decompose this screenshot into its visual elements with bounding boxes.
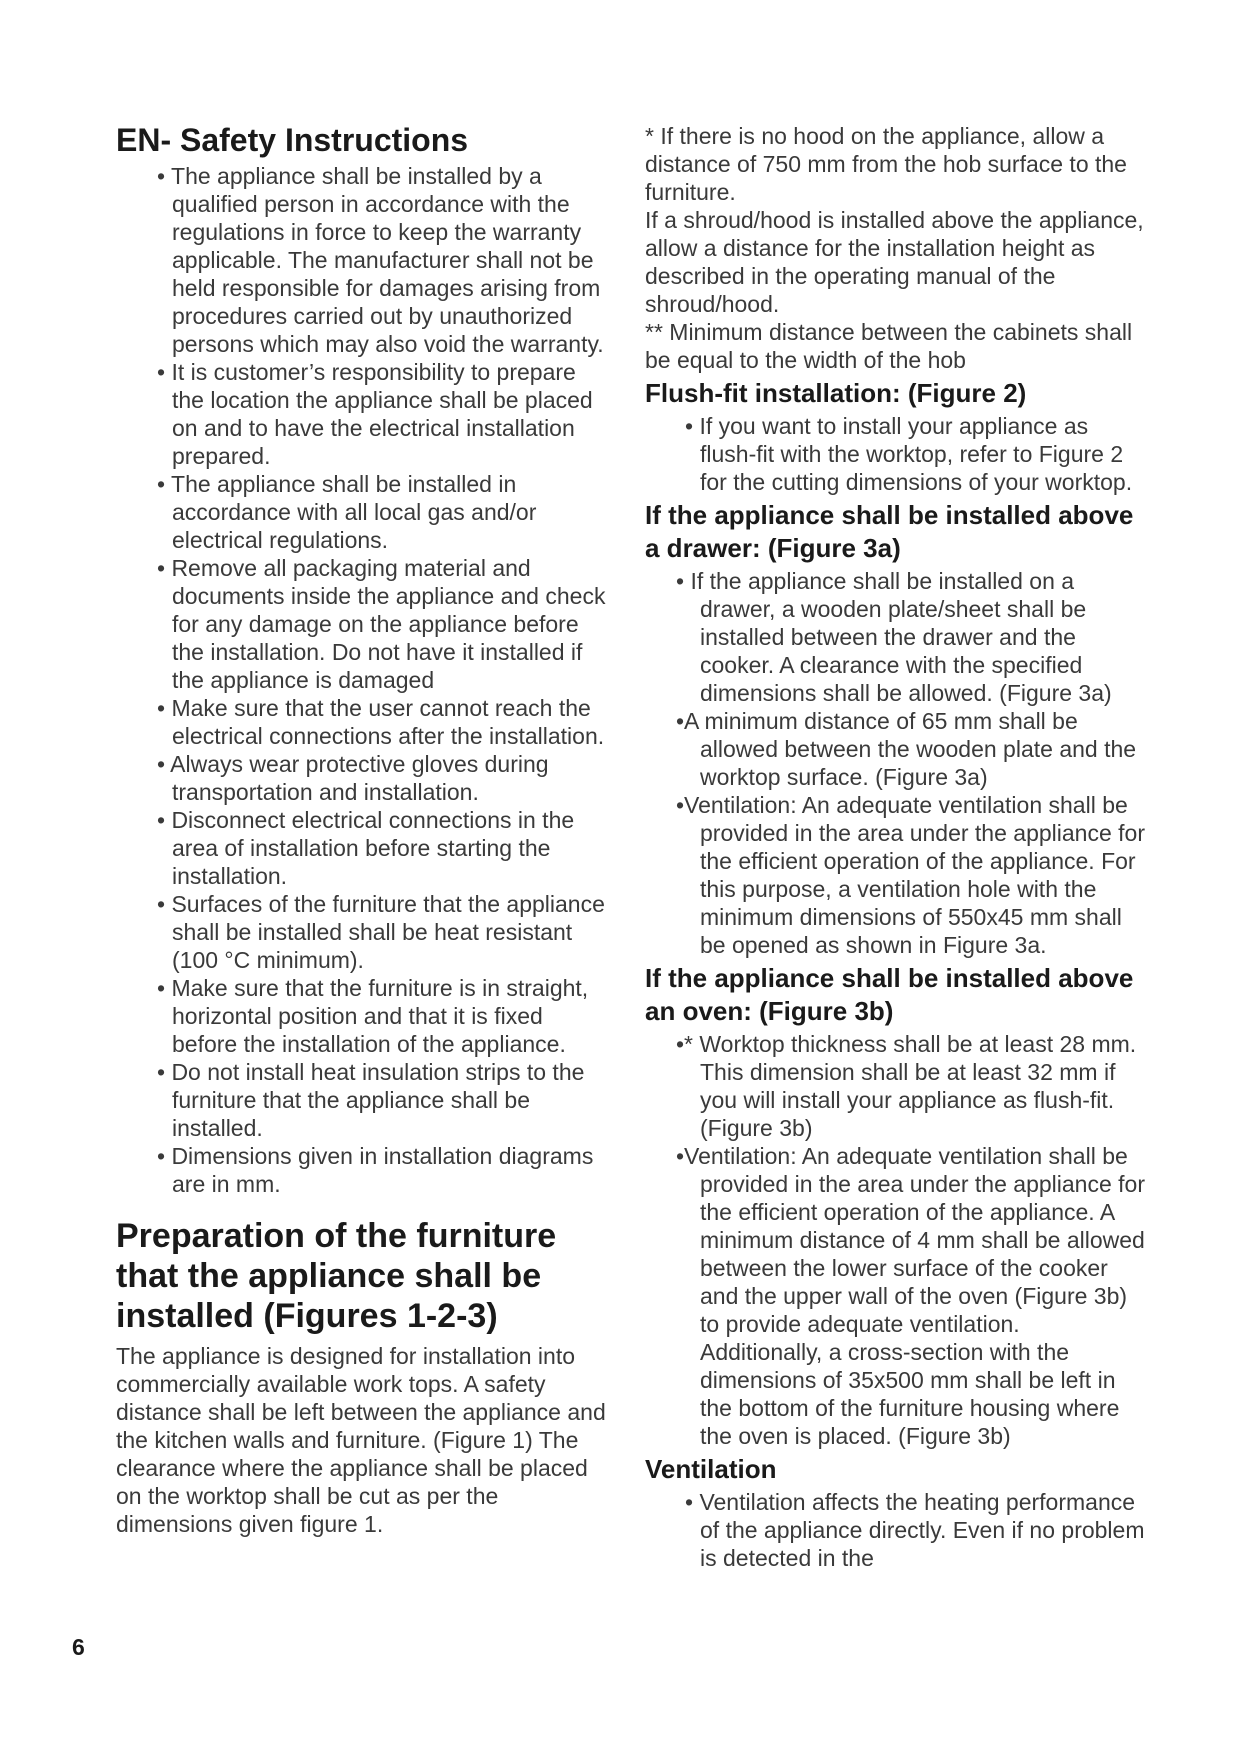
ventilation-list	[645, 1488, 1145, 1572]
heading-flush-fit: Flush-fit installation: (Figure 2)	[645, 378, 1027, 408]
list-item: • It is customer’s responsibility to prepare the location the appliance shall be placed on and to have the electrical installation prepared.	[157, 359, 593, 469]
note-shroud: If a shroud/hood is installed above the appliance, allow a distance for the installation height as described in the operating manual of the shroud/hood.	[645, 207, 1144, 317]
list-item: • Dimensions given in installation diagrams are in mm.	[157, 1143, 594, 1197]
list-item: •A minimum distance of 65 mm shall be allowed between the wooden plate and the worktop surface. (Figure 3a)	[676, 708, 1137, 790]
left-column	[116, 122, 610, 1538]
list-item: • Surfaces of the furniture that the appliance shall be installed shall be heat resistant (100 °C minimum).	[157, 891, 605, 973]
heading-drawer: If the appliance shall be installed above a drawer: (Figure 3a)	[645, 500, 1134, 563]
list-item: • Disconnect electrical connections in the area of installation before starting the installation.	[157, 807, 575, 889]
oven-list	[645, 1030, 1145, 1450]
list-item: • The appliance shall be installed in accordance with all local gas and/or electrical regulations.	[157, 471, 537, 553]
drawer-list	[645, 567, 1145, 959]
page-number: 6	[72, 1634, 85, 1660]
list-item: • The appliance shall be installed by a qualified person in accordance with the regulations in force to keep the warranty applicable. The manufacturer shall not be held responsible for damages arising from procedures carried out by unauthorized persons which may also void the warranty.	[157, 163, 604, 357]
list-item: • Do not install heat insulation strips to the furniture that the appliance shall be installed.	[157, 1059, 585, 1141]
note-cabinets: ** Minimum distance between the cabinets shall be equal to the width of the hob	[645, 319, 1133, 373]
list-item: • If you want to install your appliance as flush-fit with the worktop, refer to Figure 2 for the cutting dimensions of your worktop.	[685, 413, 1133, 495]
list-item: •Ventilation: An adequate ventilation shall be provided in the area under the appliance for the efficient operation of the appliance. A minimum distance of 4 mm shall be allowed between the lower surface of the cooker and the upper wall of the oven (Figure 3b) to provide adequate ventilation. Additionally, a cross-section with the dimensions of 35x500 mm shall be left in the bottom of the furniture housing where the oven is placed. (Figure 3b)	[676, 1143, 1145, 1449]
list-item: • Ventilation affects the heating performance of the appliance directly. Even if no problem is detected in the	[685, 1489, 1145, 1571]
list-item: • If the appliance shall be installed on a drawer, a wooden plate/sheet shall be installed between the drawer and the cooker. A clearance with the specified dimensions shall be allowed. (Figure 3a)	[676, 568, 1112, 706]
list-item: • Make sure that the user cannot reach the electrical connections after the installation.	[157, 695, 605, 749]
flush-fit-list	[645, 412, 1145, 496]
right-column	[645, 122, 1145, 1572]
note-hood: * If there is no hood on the appliance, allow a distance of 750 mm from the hob surface to the furniture.	[645, 123, 1127, 205]
section-title-safety: EN- Safety Instructions	[116, 122, 469, 158]
list-item: • Remove all packaging material and documents inside the appliance and check for any damage on the appliance before the installation. Do not have it installed if the appliance is damaged	[157, 555, 606, 693]
safety-list	[116, 162, 610, 1198]
list-item: • Make sure that the furniture is in straight, horizontal position and that it is fixed before the installation of the appliance.	[157, 975, 589, 1057]
list-item: •Ventilation: An adequate ventilation shall be provided in the area under the appliance for the efficient operation of the appliance. For this purpose, a ventilation hole with the minimum dimensions of 550x45 mm shall be opened as shown in Figure 3a.	[676, 792, 1145, 958]
list-item: • Always wear protective gloves during transportation and installation.	[157, 751, 549, 805]
section-title-preparation: Preparation of the furniture that the appliance shall be installed (Figures 1-2-3)	[116, 1217, 557, 1335]
list-item: •* Worktop thickness shall be at least 28 mm. This dimension shall be at least 32 mm if you will install your appliance as flush-fit. (Figure 3b)	[676, 1031, 1137, 1141]
heading-ventilation: Ventilation	[645, 1454, 777, 1484]
preparation-text: The appliance is designed for installation into commercially available work tops. A safety distance shall be left between the appliance and the kitchen walls and furniture. (Figure 1) The clearance where the appliance shall be placed on the worktop shall be cut as per the dimensions given figure 1.	[116, 1343, 606, 1537]
heading-oven: If the appliance shall be installed above an oven: (Figure 3b)	[645, 963, 1134, 1026]
